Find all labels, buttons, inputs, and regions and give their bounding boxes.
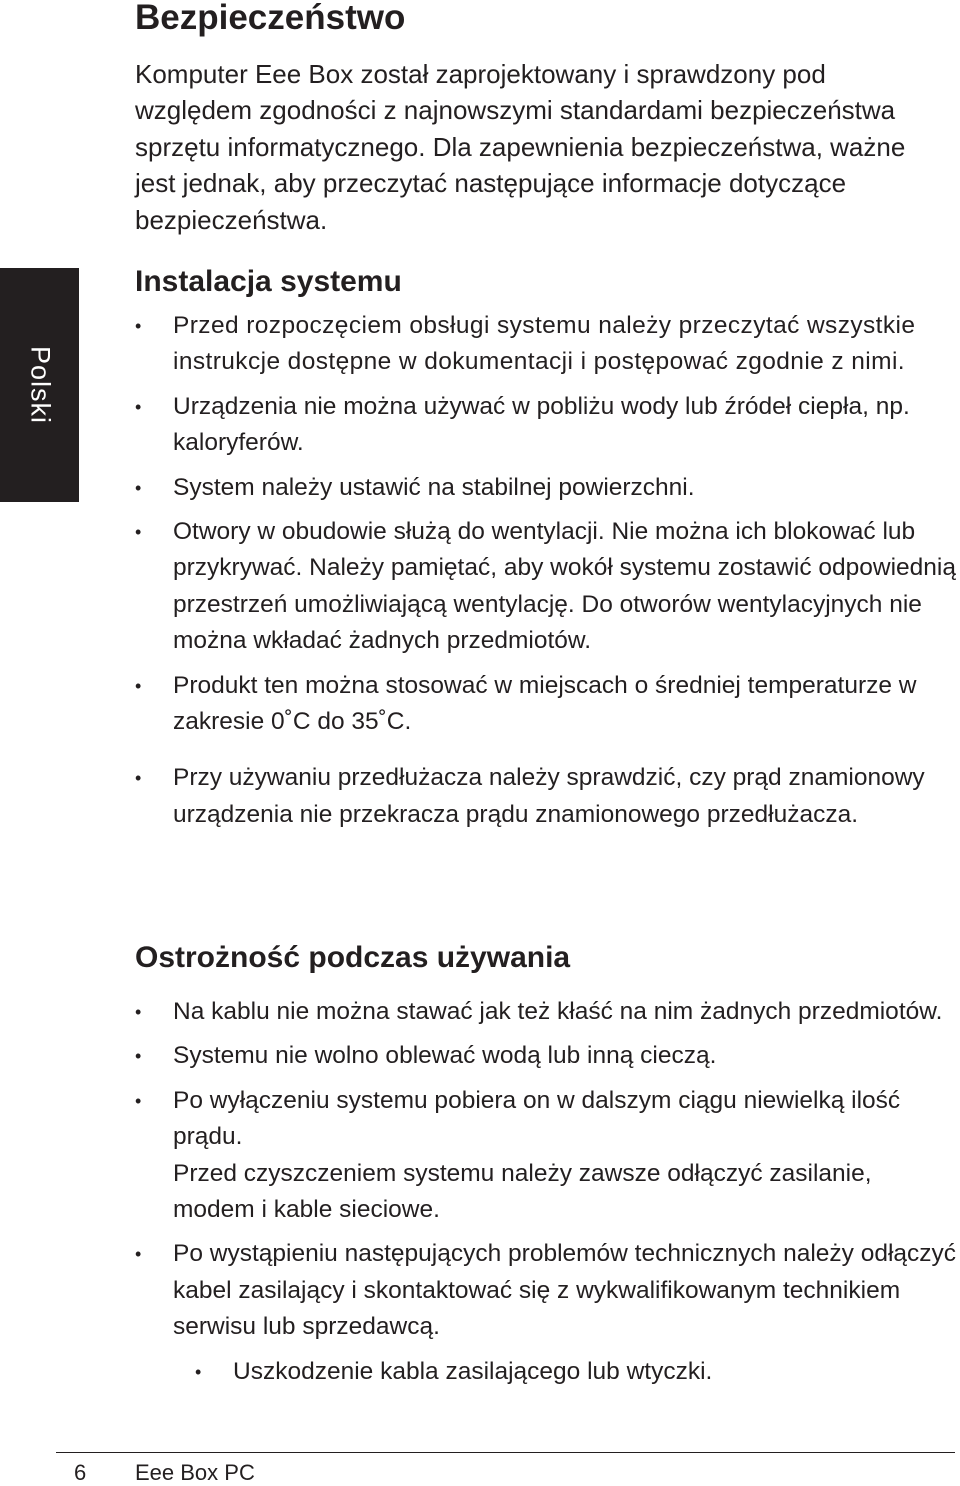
language-side-tab <box>0 268 79 502</box>
page-title: Bezpieczeństwo <box>135 0 406 37</box>
list-item: • Przy używaniu przedłużacza należy sprawdzić, czy prąd znamionowy urządzenia nie przekracza prądu znamionowego przedłużacza. <box>135 760 957 833</box>
list-item: • Produkt ten można stosować w miejscach o średniej temperaturze w zakresie 0˚C do 35˚C. <box>135 668 957 741</box>
list-item: • System należy ustawić na stabilnej powierzchni. <box>135 470 957 506</box>
footer-divider <box>56 1452 955 1453</box>
page-number: 6 <box>74 1460 87 1485</box>
list-item: • Na kablu nie można stawać jak też kłaść na nim żadnych przedmiotów. <box>135 994 957 1030</box>
footer-title: Eee Box PC <box>135 1460 255 1485</box>
sub-list-item: • Uszkodzenie kabla zasilającego lub wtyczki. <box>135 1354 957 1390</box>
intro-paragraph: Komputer Eee Box został zaprojektowany i sprawdzony pod względem zgodności z najnowszymi standardami bezpieczeństwa sprzętu informatycznego. Dla zapewnienia bezpieczeństwa, ważne jest jednak, aby przeczytać następujące informacje dotyczące bezpieczeństwa. <box>135 59 906 235</box>
list-item: • Urządzenia nie można używać w pobliżu wody lub źródeł ciepła, np. kaloryferów. <box>135 389 957 462</box>
list-item: • Otwory w obudowie służą do wentylacji. Nie można ich blokować lub przykrywać. Należy pamiętać, aby wokół systemu zostawić odpowiednią przestrzeń umożliwiającą wentylację. Do otworów wentylacyjnych nie można wkładać żadnych przedmiotów. <box>135 514 957 660</box>
list-item: • Przed rozpoczęciem obsługi systemu należy przeczytać wszystkie instrukcje dostępne w dokumentacji i postępować zgodnie z nimi. <box>135 308 957 381</box>
section-heading-usage: Ostrożność podczas używania <box>135 941 571 974</box>
installation-list <box>135 308 957 833</box>
language-tab-label: Polski <box>25 345 55 425</box>
section-heading-installation: Instalacja systemu <box>135 265 402 298</box>
list-item-continuation: Przed czyszczeniem systemu należy zawsze odłączyć zasilanie, modem i kable sieciowe. <box>173 1159 872 1224</box>
list-item: • Systemu nie wolno oblewać wodą lub inną cieczą. <box>135 1038 957 1074</box>
list-item: • Po wystąpieniu następujących problemów technicznych należy odłączyć kabel zasilający i skontaktować się z wykwalifikowanym technikiem serwisu lub sprzedawcą. <box>135 1236 957 1345</box>
list-item: • Po wyłączeniu systemu pobiera on w dalszym ciągu niewielką ilość prądu. <box>135 1083 957 1156</box>
usage-list <box>135 994 957 1390</box>
